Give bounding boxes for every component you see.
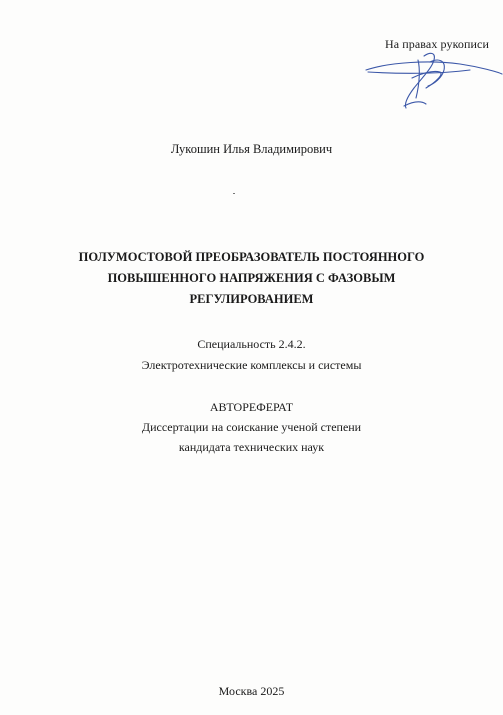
title-line: ПОЛУМОСТОВОЙ ПРЕОБРАЗОВАТЕЛЬ ПОСТОЯННОГО — [78, 250, 425, 264]
specialty-block — [0, 334, 503, 376]
manuscript-rights-note: На правах рукописи — [384, 37, 489, 51]
abstract-heading: АВТОРЕФЕРАТ — [209, 400, 294, 414]
abstract-line-1: Диссертации на соискание ученой степени — [141, 420, 362, 434]
city-year: Москва 2025 — [218, 684, 285, 698]
abstract-line-2: кандидата технических наук — [178, 440, 325, 454]
abstract-block — [0, 397, 503, 457]
dissertation-title — [40, 247, 463, 310]
specialty-code: Специальность 2.4.2. — [197, 337, 306, 351]
title-line: ПОВЫШЕННОГО НАПРЯЖЕНИЯ С ФАЗОВЫМ — [107, 271, 396, 285]
handwritten-signature — [360, 48, 503, 116]
scan-speck — [233, 193, 235, 194]
specialty-name: Электротехнические комплексы и системы — [141, 358, 362, 372]
author-name: Лукошин Илья Владимирович — [170, 142, 333, 156]
title-line: РЕГУЛИРОВАНИЕМ — [189, 292, 314, 306]
